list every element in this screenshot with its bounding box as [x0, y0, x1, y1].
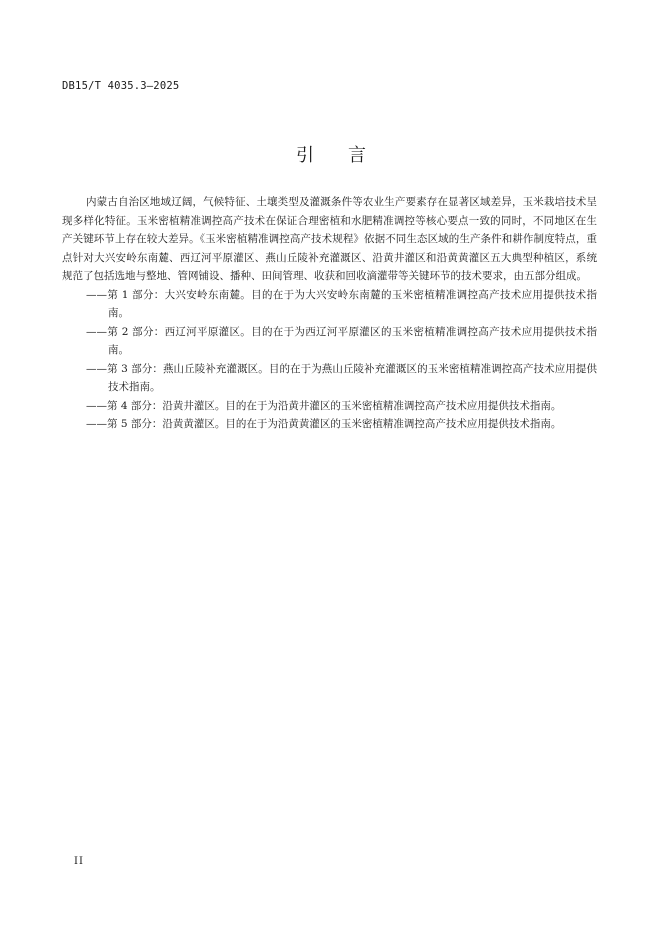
- part-item-3: ——第 3 部分：燕山丘陵补充灌溉区。目的在于为燕山丘陵补充灌溉区的玉米密植精准调控高产技术应用提供技术指南。: [86, 362, 597, 393]
- page-number: II: [74, 856, 84, 867]
- part-item-2: ——第 2 部分：西辽河平原灌区。目的在于为西辽河平原灌区的玉米密植精准调控高产技术应用提供技术指南。: [86, 325, 597, 356]
- part-item-5: ——第 5 部分：沿黄黄灌区。目的在于为沿黄黄灌区的玉米密植精准调控高产技术应用提供技术指南。: [86, 418, 562, 430]
- intro-paragraph: 内蒙古自治区地域辽阔，气候特征、土壤类型及灌溉条件等农业生产要素存在显著区域差异，玉米栽培技术呈现多样化特征。玉米密植精准调控高产技术在保证合理密植和水肥精准调控等核心要点一致的同时，不同地区在生产关键环节上存在较大差异。《玉米密植精准调控高产技术规程》依据不同生态区域的生产条件和耕作制度特点，重点针对大兴安岭东南麓、西辽河平原灌区、燕山丘陵补充灌溉区、沿黄井灌区和沿黄黄灌区五大典型种植区，系统规范了包括选地与整地、管网铺设、播种、田间管理、收获和回收滴灌带等关键环节的技术要求，由五部分组成。: [62, 196, 597, 282]
- part-item-4: ——第 4 部分：沿黄井灌区。目的在于为沿黄井灌区的玉米密植精准调控高产技术应用提供技术指南。: [86, 399, 562, 412]
- page-title: 引言: [296, 145, 400, 166]
- introduction-body: [62, 193, 597, 434]
- part-item-1: ——第 1 部分：大兴安岭东南麓。目的在于为大兴安岭东南麓的玉米密植精准调控高产技术应用提供技术指南。: [86, 288, 597, 319]
- document-code: DB15/T 4035.3—2025: [62, 80, 180, 92]
